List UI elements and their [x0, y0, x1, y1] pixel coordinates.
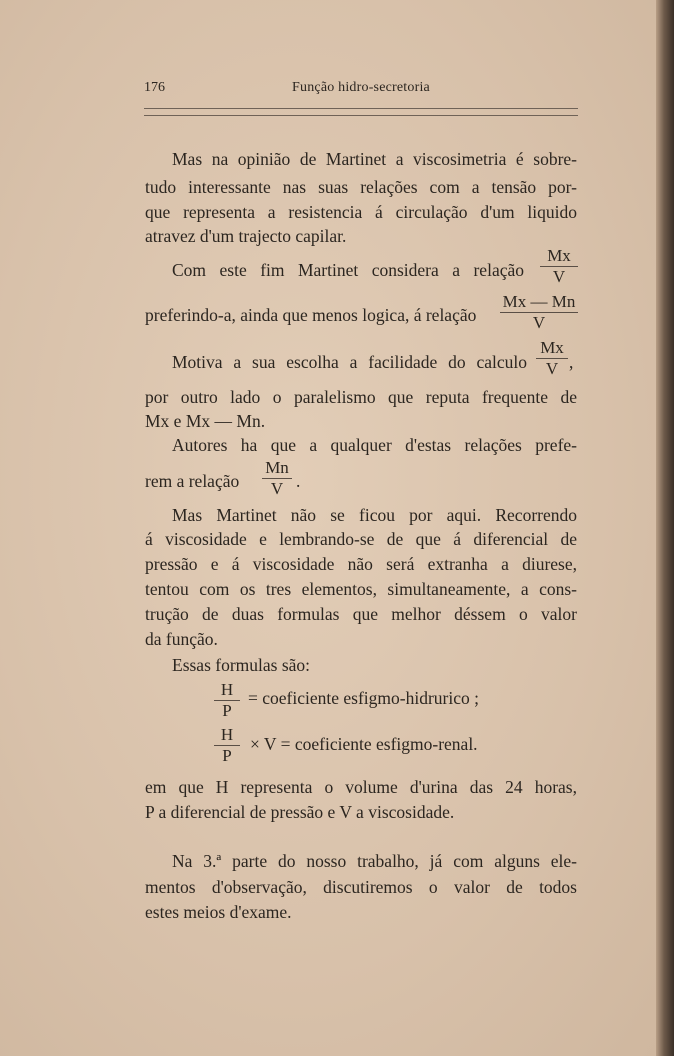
fraction-mn-v [262, 458, 292, 499]
text-line: mentos d'observação, discutiremos o valor de todos [145, 877, 577, 897]
text-line: preferindo-a, ainda que menos logica, á relação [145, 305, 477, 325]
header-rule-bottom [144, 115, 578, 116]
punctuation: . [296, 471, 301, 491]
text-line: Mas Martinet não se ficou por aqui. Recorrendo [172, 505, 577, 525]
text-line: Autores ha que a qualquer d'estas relações prefe- [172, 435, 577, 455]
text-line: tudo interessante nas suas relações com a tensão por- [145, 177, 577, 197]
book-spine [656, 0, 674, 1056]
text-line: Na 3.ª parte do nosso trabalho, já com alguns ele- [172, 851, 577, 871]
formula-text: × V = coeficiente esfigmo-renal. [250, 734, 478, 754]
running-title: Função hidro-secretoria [292, 80, 430, 95]
text-line: estes meios d'exame. [145, 902, 292, 922]
text-line: P a diferencial de pressão e V a viscosidade. [145, 802, 455, 822]
fraction-h-p [214, 725, 240, 766]
page-header [144, 80, 578, 100]
text-line: Essas formulas são: [172, 655, 311, 675]
text-line: Com este fim Martinet considera a relação [172, 260, 524, 280]
text-line: rem a relação [145, 471, 240, 491]
fraction-mx-v [536, 338, 568, 379]
text-line: trução de duas formulas que melhor déssem o valor [145, 604, 577, 624]
formula-text: = coeficiente esfigmo-hidrurico ; [248, 688, 479, 708]
header-rule-top [144, 108, 578, 109]
fraction-numerator: H [220, 680, 234, 699]
fraction-numerator: Mx [547, 246, 571, 265]
fraction-denominator: P [214, 700, 240, 721]
page-number: 176 [144, 80, 165, 95]
text-line: que representa a resistencia á circulação d'um liquido [145, 202, 577, 222]
fraction-mx-v [540, 246, 578, 287]
fraction-denominator: V [536, 358, 568, 379]
fraction-mx-mn-v [500, 292, 578, 333]
fraction-numerator: H [220, 725, 234, 744]
fraction-denominator: V [500, 312, 578, 333]
text-line: á viscosidade e lembrando-se de que á diferencial de [145, 529, 577, 549]
text-line: pressão e á viscosidade não será extranha a diurese, [145, 554, 577, 574]
text-line: atravez d'um trajecto capilar. [145, 226, 347, 246]
fraction-numerator: Mx — Mn [502, 292, 576, 311]
text-line: Mx e Mx — Mn. [145, 411, 266, 431]
text-line: Mas na opinião de Martinet a viscosimetria é sobre- [172, 149, 577, 169]
text-line: Motiva a sua escolha a facilidade do calculo [172, 352, 527, 372]
text-line: em que H representa o volume d'urina das 24 horas, [145, 777, 577, 797]
punctuation: , [569, 352, 574, 372]
text-line: tentou com os tres elementos, simultaneamente, a cons- [145, 579, 577, 599]
fraction-numerator: Mn [265, 458, 289, 477]
fraction-denominator: V [540, 266, 578, 287]
text-line: por outro lado o paralelismo que reputa frequente de [145, 387, 577, 407]
fraction-denominator: V [262, 478, 292, 499]
fraction-h-p [214, 680, 240, 721]
fraction-denominator: P [214, 745, 240, 766]
fraction-numerator: Mx [540, 338, 564, 357]
text-line: da função. [145, 629, 218, 649]
